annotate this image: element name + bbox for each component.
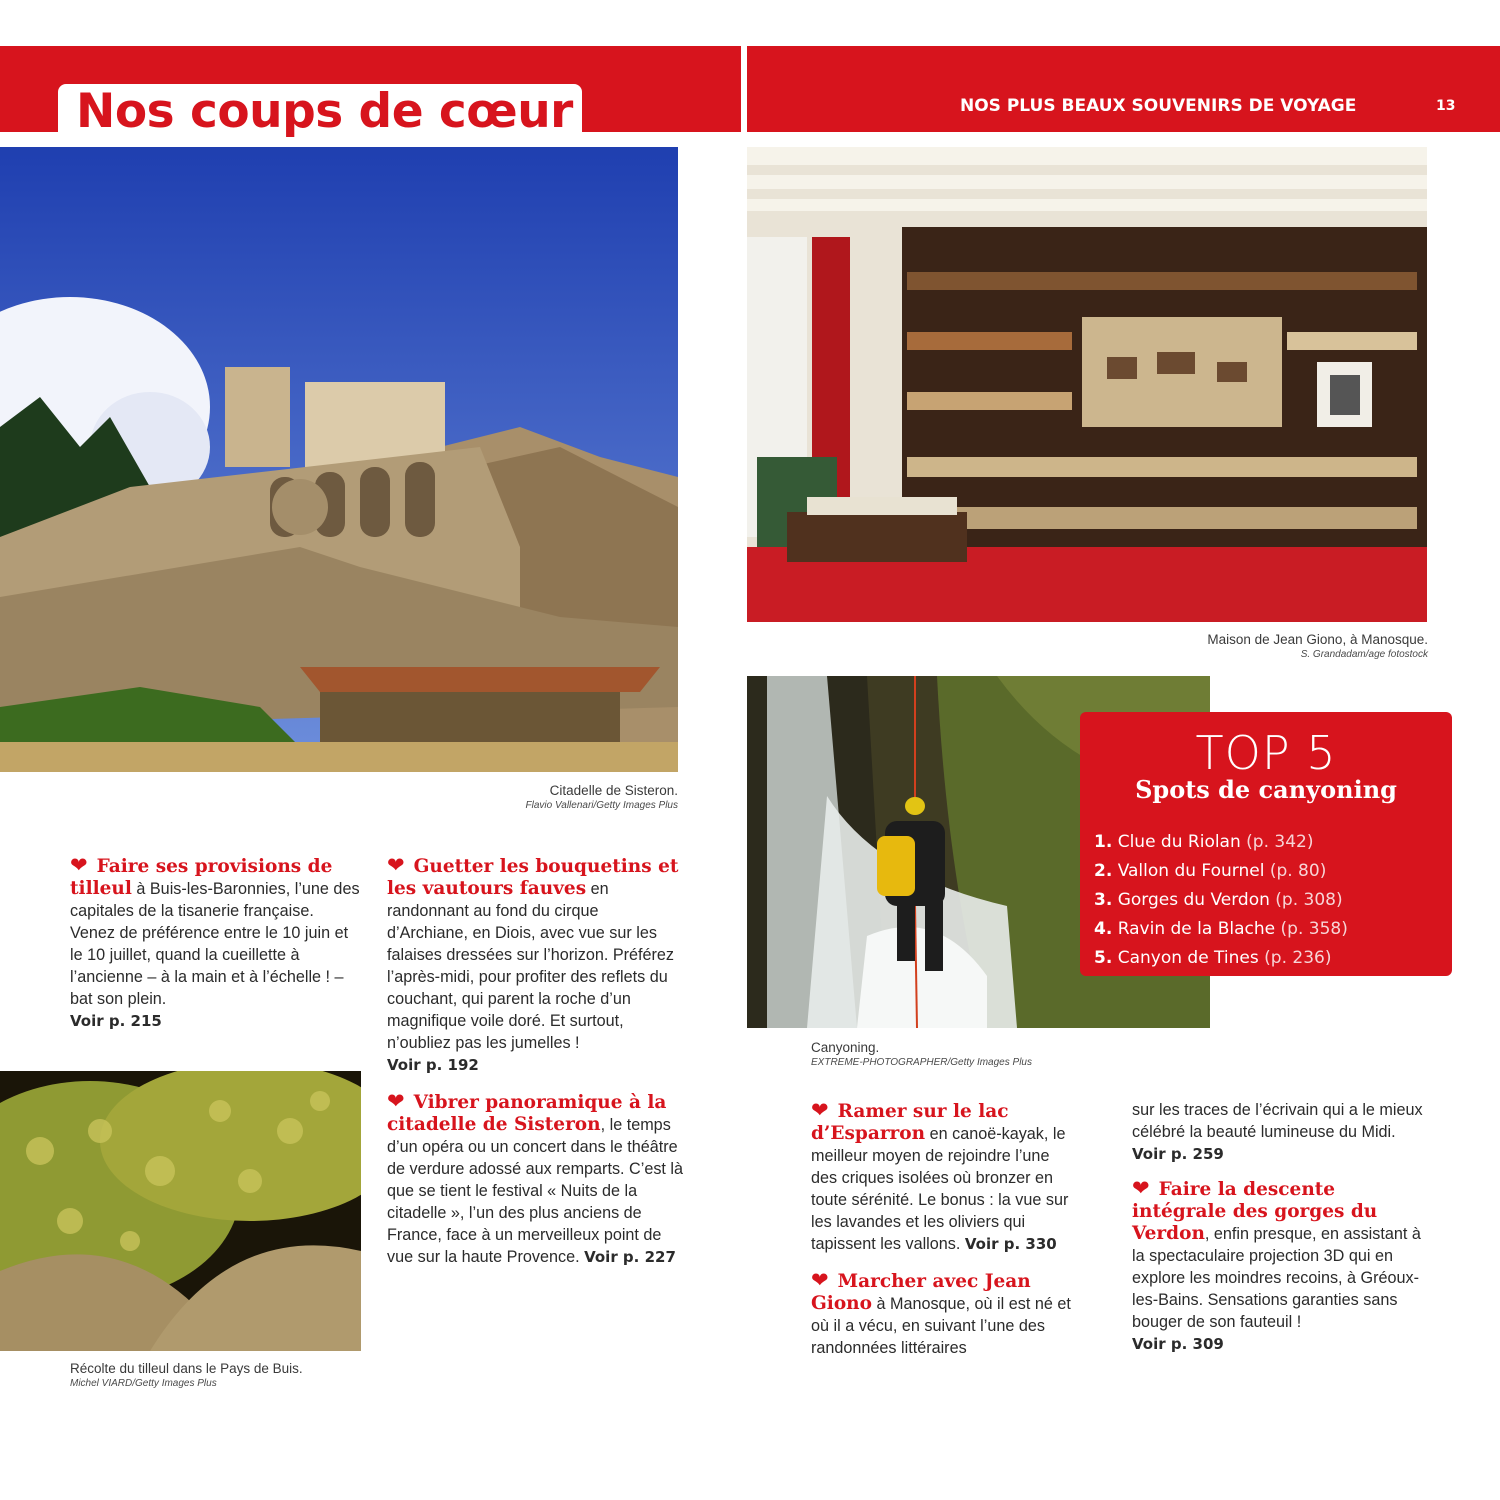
top5-subtitle: Spots de canyoning — [1135, 775, 1397, 804]
entry-name: Ravin de la Blache — [1117, 919, 1276, 939]
item-text: , enfin presque, en assistant à la spectaculaire projection 3D qui en explore les moindres recoins, à Gréoux-les-Bains. Sensations garanties sans bouger de son fauteuil ! — [1132, 1225, 1421, 1331]
text-column-1 — [70, 853, 360, 1044]
entry-number: 4. — [1094, 919, 1113, 939]
see-page: Voir p. 259 — [1132, 1145, 1224, 1163]
entry-page: (p. 80) — [1269, 861, 1327, 881]
item-text: en randonnant au fond du cirque d’Archiane, en Diois, avec vue sur les falaises dressées sur l’horizon. Préférez l’après-midi, pour profiter des reflets du couchant, qui parent la roche d’un magnifique voile doré. Et surtout, n’oubliez pas les jumelles ! — [387, 880, 675, 1052]
caption-canyoning — [811, 1039, 1032, 1070]
entry-name: Vallon du Fournel — [1117, 861, 1265, 881]
item-text: , le temps d’un opéra ou un concert dans le théâtre de verdure adossé aux remparts. C’est là que se tient le festival « Nuits de la citadelle », l’un des plus anciens de France, face à un merveilleux point de vue sur la haute Provence. — [387, 1116, 684, 1266]
item-title: Marcher avec Jean Giono — [811, 1271, 1031, 1314]
entry-number: 1. — [1094, 832, 1113, 852]
photo-credit: Flavio Vallenari/Getty Images Plus — [525, 800, 678, 811]
heart-icon: ❤ — [70, 853, 88, 877]
item-text: en canoë-kayak, le meilleur moyen de rejoindre l’une des criques isolées où bronzer en toute sérénité. Le bonus : la vue sur les lavandes et les oliviers qui tapissent les vallons. — [811, 1125, 1069, 1253]
heart-icon: ❤ — [811, 1098, 829, 1122]
entry-name: Clue du Riolan — [1117, 832, 1241, 852]
entry-page: (p. 308) — [1275, 890, 1343, 910]
heart-icon: ❤ — [811, 1268, 829, 1292]
top5-box — [1080, 712, 1452, 976]
caption-text: Récolte du tilleul dans le Pays de Buis. — [70, 1361, 303, 1376]
item-title: Vibrer panoramique à la citadelle de Sisteron — [387, 1092, 667, 1135]
entry-number: 3. — [1094, 890, 1113, 910]
top5-entry — [1094, 857, 1348, 886]
item-title: Faire ses provisions de tilleul — [70, 856, 333, 899]
see-page: Voir p. 227 — [584, 1248, 676, 1266]
caption-tilleul — [70, 1360, 303, 1391]
photo-credit: EXTREME-PHOTOGRAPHER/Getty Images Plus — [811, 1057, 1032, 1068]
item-text: à Buis-les-Baronnies, l’une des capitales de la tisanerie française. Venez de préférence entre le 10 juin et le 10 juillet, quand la cueillette à l’ancienne – à la main et à l’échelle ! – bat son plein. — [70, 880, 360, 1008]
highlight-item — [1132, 1176, 1432, 1355]
page-title: Nos coups de cœur — [76, 84, 573, 139]
highlight-item-continuation — [1132, 1099, 1432, 1165]
entry-name: Gorges du Verdon — [1117, 890, 1270, 910]
text-column-3 — [811, 1098, 1077, 1371]
item-title: Faire la descente intégrale des gorges du Verdon — [1132, 1179, 1378, 1244]
top5-entry — [1094, 886, 1348, 915]
entry-number: 5. — [1094, 948, 1113, 968]
running-title: NOS PLUS BEAUX SOUVENIRS DE VOYAGE — [960, 96, 1357, 116]
top5-label: TOP 5 — [1195, 726, 1337, 780]
caption-sisteron — [526, 782, 678, 813]
highlight-item — [387, 1089, 684, 1268]
see-page: Voir p. 330 — [964, 1235, 1057, 1253]
item-text: sur les traces de l’écrivain qui a le mieux célébré la beauté lumineuse du Midi. — [1132, 1101, 1423, 1141]
text-column-4 — [1132, 1099, 1432, 1367]
caption-giono — [1207, 631, 1428, 662]
highlight-item — [70, 853, 360, 1032]
text-column-2 — [387, 853, 684, 1280]
photo-credit: S. Grandadam/age fotostock — [1300, 649, 1428, 660]
entry-number: 2. — [1094, 861, 1113, 881]
highlight-item — [811, 1268, 1077, 1359]
entry-page: (p. 358) — [1280, 919, 1348, 939]
item-text: à Manosque, où il est né et où il a vécu, en suivant l’une des randonnées littéraires — [811, 1295, 1071, 1357]
top5-entry — [1094, 828, 1348, 857]
heart-icon: ❤ — [387, 1089, 405, 1113]
entry-page: (p. 342) — [1246, 832, 1314, 852]
see-page: Voir p. 215 — [70, 1012, 162, 1030]
caption-text: Maison de Jean Giono, à Manosque. — [1207, 632, 1428, 647]
photo-tilleul — [0, 1071, 361, 1351]
photo-sisteron — [0, 147, 678, 772]
heart-icon: ❤ — [1132, 1176, 1150, 1200]
entry-page: (p. 236) — [1264, 948, 1332, 968]
entry-name: Canyon de Tines — [1117, 948, 1259, 968]
see-page: Voir p. 192 — [387, 1056, 479, 1074]
top5-list — [1094, 828, 1348, 973]
top5-entry — [1094, 944, 1348, 973]
see-page: Voir p. 309 — [1132, 1335, 1224, 1353]
page-number: 13 — [1436, 98, 1456, 114]
heart-icon: ❤ — [387, 853, 405, 877]
item-title: Ramer sur le lac d’Esparron — [811, 1101, 1009, 1144]
header-band-right — [747, 46, 1500, 132]
photo-credit: Michel VIARD/Getty Images Plus — [70, 1378, 217, 1389]
top5-entry — [1094, 915, 1348, 944]
highlight-item — [811, 1098, 1077, 1255]
caption-text: Canyoning. — [811, 1040, 880, 1055]
item-title: Guetter les bouquetins et les vautours fauves — [387, 856, 679, 899]
highlight-item — [387, 853, 683, 1076]
photo-giono — [747, 147, 1427, 622]
caption-text: Citadelle de Sisteron. — [549, 783, 678, 798]
